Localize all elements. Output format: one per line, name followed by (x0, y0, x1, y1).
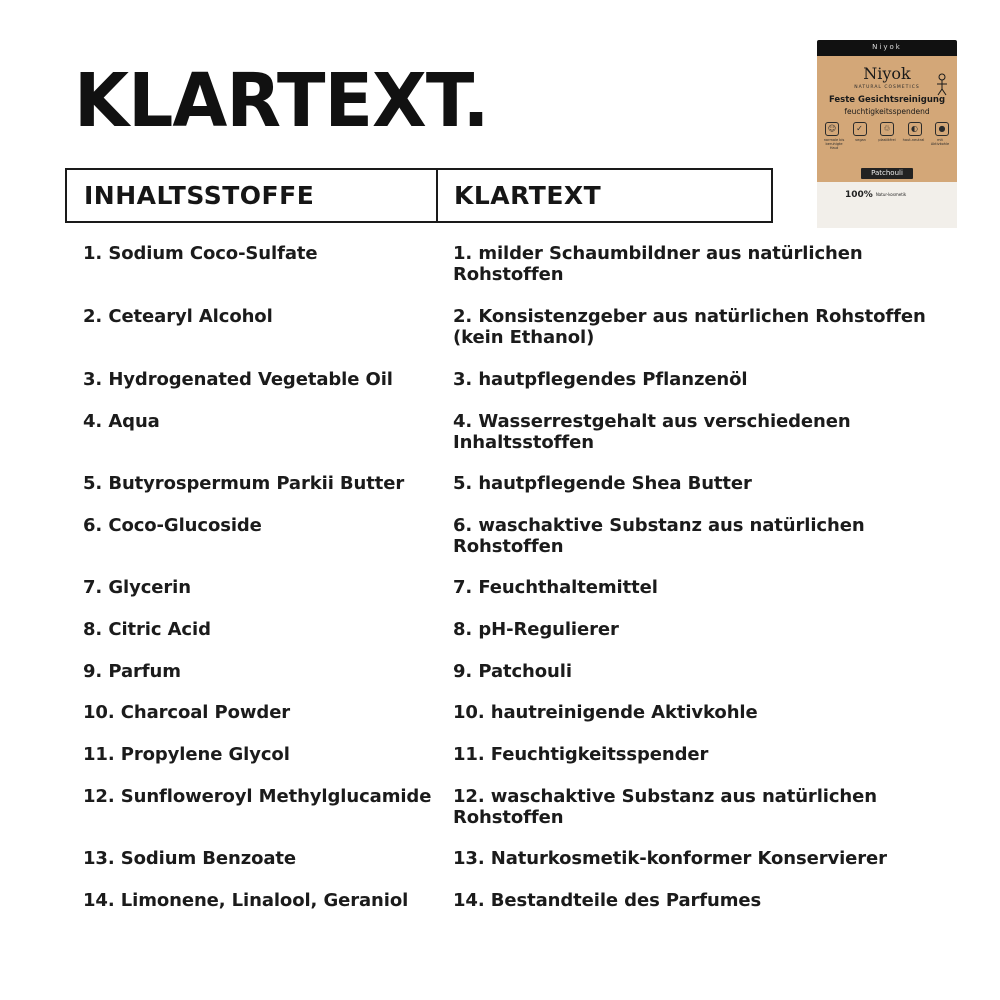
ingredient-explanation: 5. hautpflegende Shea Butter (453, 473, 752, 494)
ingredient-explanation: 11. Feuchtigkeitsspender (453, 744, 709, 765)
ingredient-name: 3. Hydrogenated Vegetable Oil (83, 369, 393, 390)
product-lid-brand: Niyok (872, 43, 902, 51)
icon-label: normale bis beruhigte Haut (823, 138, 845, 150)
ingredient-explanation: 8. pH-Regulierer (453, 619, 619, 640)
charcoal-icon: ● (935, 122, 949, 136)
ingredient-explanation: 7. Feuchthaltemittel (453, 577, 658, 598)
skin-icon: ☺ (825, 122, 839, 136)
ingredient-explanation: 13. Naturkosmetik-konformer Konservierer (453, 848, 887, 869)
scent-badge: Patchouli (861, 168, 913, 179)
icon-label: plastikfrei (878, 138, 896, 142)
ingredient-name: 13. Sodium Benzoate (83, 848, 297, 869)
ingredient-name: 8. Citric Acid (83, 619, 211, 640)
ingredient-explanation: 12. waschaktive Substanz aus natürlichen Rohstoffen (453, 786, 877, 828)
product-box-front (817, 56, 957, 182)
ingredient-explanation: 1. milder Schaumbildner aus natürlichen Rohstoffen (453, 243, 863, 285)
product-box-base (817, 182, 957, 228)
vegan-icon: ✓ (853, 122, 867, 136)
product-brand: Niyok (863, 64, 911, 83)
icon-label: haut-neutral (902, 138, 925, 142)
icon-label: mit Aktivkohle (930, 138, 950, 146)
natural-cosmetics-badge (845, 190, 945, 200)
ingredient-name: 9. Parfum (83, 661, 181, 682)
ingredient-explanation: 2. Konsistenzgeber aus natürlichen Rohstoffen (kein Ethanol) (453, 306, 926, 348)
ingredient-explanation: 9. Patchouli (453, 661, 572, 682)
page-headline: KLARTEXT. (74, 58, 489, 144)
ingredient-name: 12. Sunfloweroyl Methylglucamide (83, 786, 432, 807)
ingredient-name: 11. Propylene Glycol (83, 744, 290, 765)
ingredient-name: 14. Limonene, Linalool, Geraniol (83, 890, 409, 911)
product-subtitle: feuchtigkeitsspendend (844, 107, 930, 116)
product-title: Feste Gesichtsreinigung (828, 95, 946, 105)
ingredient-explanation: 4. Wasserrestgehalt aus verschiedenen Inhaltsstoffen (453, 411, 851, 453)
ingredient-name: 2. Cetearyl Alcohol (83, 306, 273, 327)
header-klartext: KLARTEXT (454, 181, 602, 210)
ingredient-explanation: 10. hautreinigende Aktivkohle (453, 702, 758, 723)
ingredient-explanation: 3. hautpflegendes Pflanzenöl (453, 369, 748, 390)
natur-percent: 100% (845, 190, 873, 200)
ingredient-name: 4. Aqua (83, 411, 160, 432)
ingredient-explanation: 6. waschaktive Substanz aus natürlichen Rohstoffen (453, 515, 865, 557)
figure-icon (933, 72, 951, 96)
icon-label: vegan (855, 138, 866, 142)
ingredient-name: 5. Butyrospermum Parkii Butter (83, 473, 405, 494)
plastic-free-icon: ♲ (880, 122, 894, 136)
ingredient-name: 1. Sodium Coco-Sulfate (83, 243, 318, 264)
ingredient-name: 6. Coco-Glucoside (83, 515, 262, 536)
ingredient-name: 10. Charcoal Powder (83, 702, 291, 723)
product-box-image (817, 40, 957, 200)
header-ingredients: INHALTSSTOFFE (67, 170, 438, 221)
ingredient-name: 7. Glycerin (83, 577, 191, 598)
ingredient-explanation: 14. Bestandteile des Parfumes (453, 890, 762, 911)
skin-neutral-icon: ◐ (908, 122, 922, 136)
natur-label: Natur-kosmetik (875, 191, 907, 197)
product-brand-sub: NATURAL COSMETICS (854, 85, 920, 90)
product-icon-labels (822, 138, 952, 150)
